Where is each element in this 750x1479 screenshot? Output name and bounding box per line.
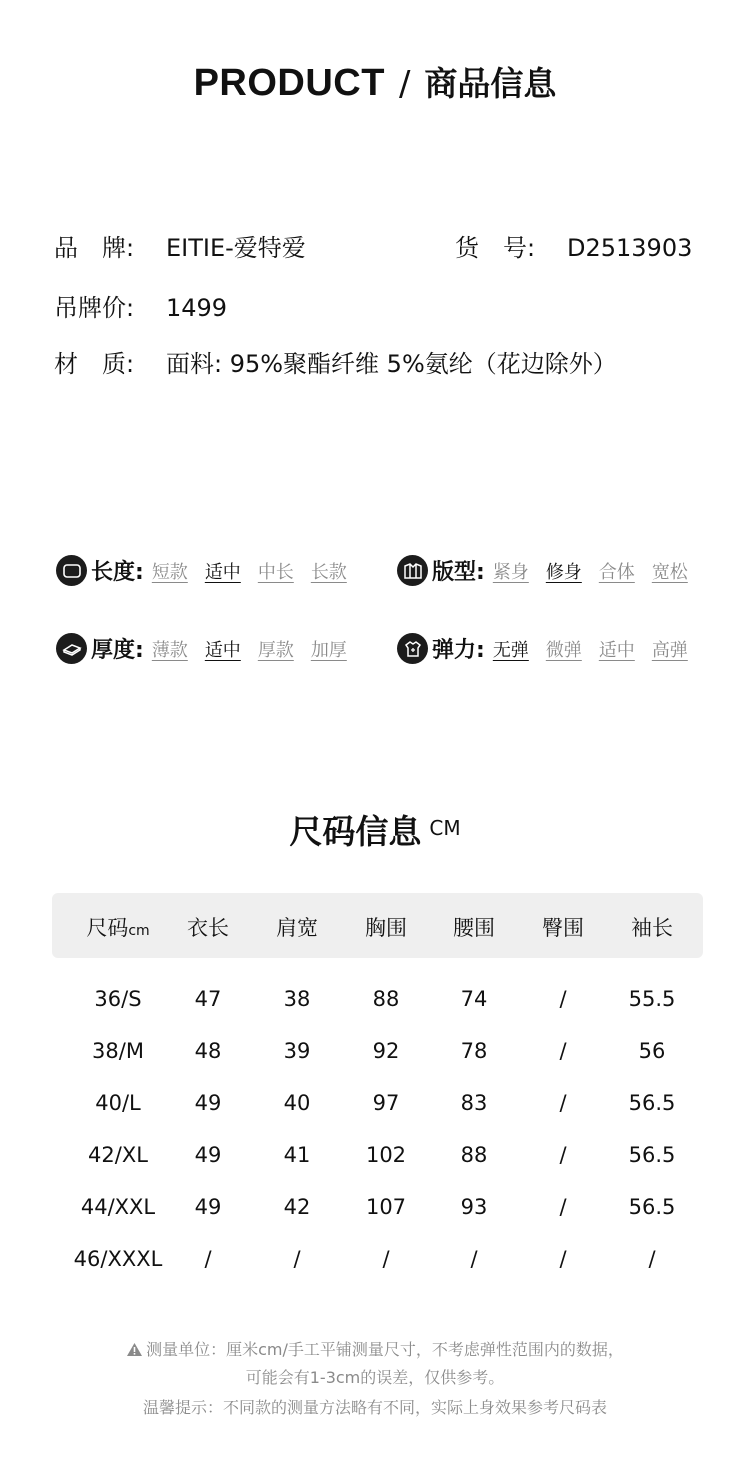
page-title xyxy=(0,58,750,105)
table-header-cell: 衣长 xyxy=(187,916,229,940)
table-cell: 56.5 xyxy=(628,1195,676,1219)
table-cell: 92 xyxy=(372,1039,400,1063)
length-option-regular: 适中 xyxy=(204,561,241,583)
table-cell: 41 xyxy=(283,1143,311,1167)
size-title-unit: CM xyxy=(429,816,461,840)
table-row-size: 36/S xyxy=(94,987,142,1011)
table-cell: 78 xyxy=(460,1039,488,1063)
table-cell: 97 xyxy=(372,1091,400,1115)
material-row xyxy=(54,344,617,379)
table-header-cell: 臀围 xyxy=(542,916,584,940)
table-cell: 38 xyxy=(283,987,311,1011)
fit-icon xyxy=(397,555,428,586)
table-cell: 48 xyxy=(194,1039,222,1063)
table-cell: / xyxy=(293,1247,301,1271)
table-cell: 49 xyxy=(194,1091,222,1115)
table-row-size: 46/XXXL xyxy=(73,1247,163,1271)
table-header-cell: 腰围 xyxy=(453,916,495,940)
table-header-cell: 肩宽 xyxy=(276,916,318,940)
fit-label: 版型: xyxy=(432,560,485,585)
table-cell: 88 xyxy=(372,987,400,1011)
elasticity-option-high: 高弹 xyxy=(651,639,688,661)
note-line-1: 测量单位：厘米cm/手工平铺测量尺寸，不考虑弹性范围内的数据， xyxy=(146,1340,624,1359)
table-cell: / xyxy=(204,1247,212,1271)
elasticity-option-slight: 微弹 xyxy=(545,639,582,661)
table-cell: / xyxy=(559,1247,567,1271)
fit-option-loose: 宽松 xyxy=(651,561,688,583)
table-cell: 49 xyxy=(194,1143,222,1167)
thickness-option-extra-thick: 加厚 xyxy=(310,639,347,661)
note-line-2: 可能会有1-3cm的误差，仅供参考。 xyxy=(245,1368,505,1387)
table-cell: / xyxy=(382,1247,390,1271)
elasticity-option-medium: 适中 xyxy=(598,639,635,661)
size-section-title xyxy=(0,806,750,853)
thickness-option-thick: 厚款 xyxy=(257,639,294,661)
note-line-3: 温馨提示：不同款的测量方法略有不同，实际上身效果参考尺码表 xyxy=(142,1398,607,1417)
sku-row xyxy=(455,228,692,263)
elasticity-icon xyxy=(397,633,428,664)
table-cell: 49 xyxy=(194,1195,222,1219)
price-value: 1499 xyxy=(166,294,228,322)
material-label: 材 质: xyxy=(54,350,135,378)
table-cell: 42 xyxy=(283,1195,311,1219)
sku-value: D2513903 xyxy=(567,234,693,262)
table-row-size: 44/XXL xyxy=(80,1195,156,1219)
table-cell: / xyxy=(559,1143,567,1167)
price-row xyxy=(54,288,227,323)
table-cell: 88 xyxy=(460,1143,488,1167)
brand-value: EITIE-爱特爱 xyxy=(166,234,306,262)
table-cell: 74 xyxy=(460,987,488,1011)
table-cell: / xyxy=(470,1247,478,1271)
thickness-option-regular: 适中 xyxy=(204,639,241,661)
table-cell: 39 xyxy=(283,1039,311,1063)
thickness-label: 厚度: xyxy=(91,638,144,663)
attr-thickness xyxy=(56,633,347,664)
material-value: 面料: 95%聚酯纤维 5%氨纶（花边除外） xyxy=(166,350,617,378)
attr-elasticity xyxy=(397,633,688,664)
sku-label: 货 号: xyxy=(455,234,536,262)
table-cell: / xyxy=(559,1091,567,1115)
length-option-short: 短款 xyxy=(151,561,188,583)
table-cell: 56 xyxy=(638,1039,666,1063)
price-label: 吊牌价: xyxy=(54,294,135,322)
garment-length-icon xyxy=(56,555,87,586)
length-option-mid-long: 中长 xyxy=(257,561,294,583)
fit-option-regular: 合体 xyxy=(598,561,635,583)
table-cell: 102 xyxy=(365,1143,407,1167)
fit-option-slim: 修身 xyxy=(545,561,582,583)
attr-fit xyxy=(397,555,688,586)
table-cell: 107 xyxy=(365,1195,407,1219)
table-row-size: 40/L xyxy=(95,1091,141,1115)
table-header-cell: 袖长 xyxy=(631,916,673,940)
table-header-size-label: 尺码 xyxy=(86,916,129,940)
table-cell: / xyxy=(559,987,567,1011)
size-title-text: 尺码信息 xyxy=(289,812,422,851)
table-cell: 40 xyxy=(283,1091,311,1115)
table-header-size xyxy=(68,912,168,942)
table-cell: / xyxy=(648,1247,656,1271)
table-cell: 83 xyxy=(460,1091,488,1115)
table-cell: / xyxy=(559,1195,567,1219)
table-cell: 56.5 xyxy=(628,1143,676,1167)
attr-length xyxy=(56,555,347,586)
title-chinese: 商品信息 xyxy=(424,64,557,103)
table-cell: 55.5 xyxy=(628,987,676,1011)
fit-option-tight: 紧身 xyxy=(492,561,529,583)
measurement-note xyxy=(0,1337,750,1361)
table-cell: 47 xyxy=(194,987,222,1011)
brand-row xyxy=(54,228,306,263)
table-cell: / xyxy=(559,1039,567,1063)
thickness-option-thin: 薄款 xyxy=(151,639,188,661)
table-header-cell: 胸围 xyxy=(365,916,407,940)
table-cell: 56.5 xyxy=(628,1091,676,1115)
length-label: 长度: xyxy=(91,560,144,585)
table-header-size-unit: cm xyxy=(128,923,150,939)
elasticity-label: 弹力: xyxy=(432,638,485,663)
table-row-size: 42/XL xyxy=(88,1143,148,1167)
elasticity-option-none: 无弹 xyxy=(492,639,529,661)
thickness-icon xyxy=(56,633,87,664)
warning-icon xyxy=(126,1342,143,1361)
table-row-size: 38/M xyxy=(92,1039,144,1063)
title-separator: / xyxy=(398,64,411,104)
table-cell: 93 xyxy=(460,1195,488,1219)
brand-label: 品 牌: xyxy=(54,234,135,262)
title-english: PRODUCT xyxy=(193,62,385,104)
length-option-long: 长款 xyxy=(310,561,347,583)
